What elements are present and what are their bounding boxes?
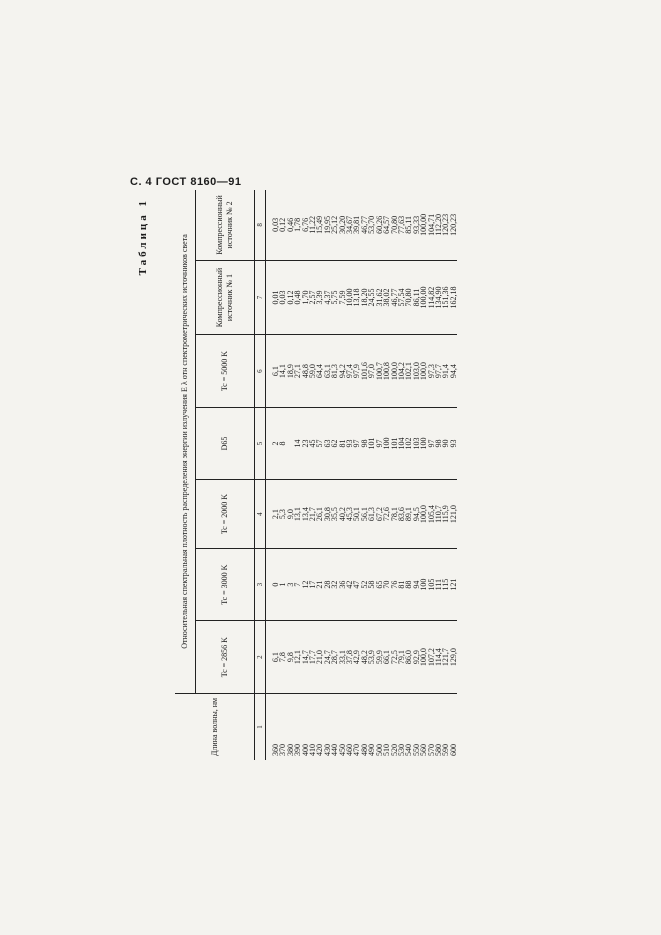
col-num-6: 6 xyxy=(255,335,266,408)
col-num-4: 4 xyxy=(255,480,266,549)
rotated-table-block xyxy=(137,190,605,760)
spectral-table xyxy=(175,190,457,760)
col-header-5000: Tc = 5000 K xyxy=(196,335,255,408)
col-header-wavelength: Длина волны, нм xyxy=(175,693,255,760)
col-header-d65: D65 xyxy=(196,407,255,479)
values-2000: 2,1 5,3 9,0 13,1 13,4 21,7 26,1 30,8 35,5 40,2 45,3 50,1 56,1 61,3 67,2 72,6 78,1 83,6 89,1 94,5 100,0 105,4 110,7 115,9 121,0 xyxy=(266,480,458,549)
values-5000: 6,1 14,1 18,9 27,1 48,8 59,0 64,4 63,1 81,3 94,2 97,4 97,9 101,6 97,0 100,7 100,8 100,0 104,2 102,1 103,0 100,0 97,3 97,7 91,4 94,4 xyxy=(266,335,458,408)
values-source1: 0,01 0,03 0,12 0,48 1,70 2,57 3,39 4,37 5,75 7,59 10,00 13,18 18,20 24,55 31,62 38,02 46,77 57,54 70,80 86,11 100,00 114,82 134,90 151,36 162,18 xyxy=(266,260,458,335)
col-num-7: 7 xyxy=(255,260,266,335)
col-header-2000: Tc = 2000 K xyxy=(196,480,255,549)
col-num-3: 3 xyxy=(255,548,266,620)
values-source2: 0,03 0,12 0,46 1,78 6,76 11,22 15,49 19,95 25,12 30,20 34,67 39,81 46,77 53,70 60,26 64,57 70,80 77,63 85,11 93,33 100,00 104,71 112,20 120,23 120,23 xyxy=(266,190,458,260)
col-header-2856: Tc = 2856 K xyxy=(196,621,255,694)
values-d65: 2 8 14 23 45 57 63 62 81 93 97 98 101 97 100 101 104 102 103 100 97 98 90 93 xyxy=(266,407,458,479)
col-num-2: 2 xyxy=(255,621,266,694)
col-num-5: 5 xyxy=(255,407,266,479)
col-header-source1: Компрессионный источник № 1 xyxy=(196,260,255,335)
table-title: Таблица 1 xyxy=(137,198,149,276)
col-header-source2: Компрессионный источник № 2 xyxy=(196,190,255,260)
values-3000: 0 1 3 7 12 17 21 28 32 36 42 47 52 58 65 70 76 81 88 94 100 105 111 115 121 xyxy=(266,548,458,620)
page-header: С. 4 ГОСТ 8160—91 xyxy=(130,176,242,188)
wavelength-values: 360 370 380 390 400 410 420 430 440 450 460 470 480 490 500 510 520 530 540 550 560 570 580 590 600 xyxy=(271,744,458,756)
col-num-8: 8 xyxy=(255,190,266,260)
col-header-3000: Tc = 3000 K xyxy=(196,548,255,620)
group-header: Относительная спектральная плотность распределения энергии излучения E λ отн спектрометрических источников света xyxy=(175,190,196,693)
col-num-1: 1 xyxy=(255,693,266,760)
values-2856: 6,1 7,8 9,8 12,1 14,7 17,7 21,0 24,7 28,7 33,1 37,8 42,9 48,2 53,9 59,9 66,1 72,5 79,1 86,0 92,9 100,0 107,2 114,4 121,7 129,0 xyxy=(266,621,458,694)
